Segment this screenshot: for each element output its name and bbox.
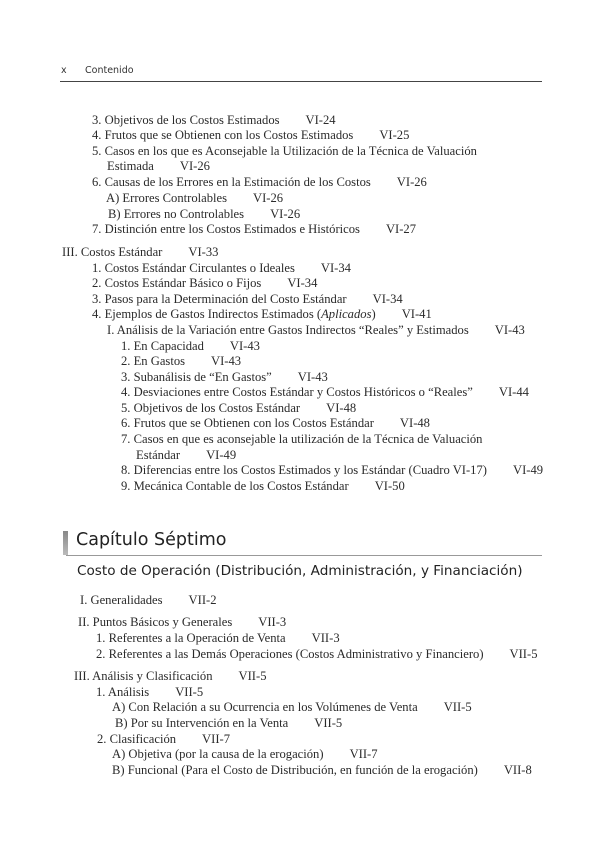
- entry-label: Estándar: [136, 448, 181, 462]
- entry-label: 5. Objetivos de los Costos Estándar: [121, 401, 301, 415]
- entry-label: 1. Costos Estándar Circulantes o Ideales: [92, 261, 295, 275]
- toc-entry[interactable]: [121, 416, 430, 431]
- entry-label: 6. Causas de los Errores en la Estimación de los Costos: [92, 175, 371, 189]
- entry-label: B) Por su Intervención en la Venta: [115, 716, 289, 730]
- header-rule: [60, 81, 542, 82]
- toc-entry[interactable]: [121, 479, 405, 494]
- entry-label: 3. Pasos para la Determinación del Costo Estándar: [92, 292, 347, 306]
- entry-label: 9. Mecánica Contable de los Costos Estándar: [121, 479, 349, 493]
- chapter-marker-bar: [63, 531, 68, 555]
- entry-label: III. Análisis y Clasificación: [74, 669, 213, 683]
- toc-entry[interactable]: [121, 401, 356, 416]
- entry-page: VI-48: [399, 416, 430, 430]
- header-page-number: x: [61, 65, 67, 76]
- toc-entry[interactable]: [112, 700, 472, 715]
- toc-entry[interactable]: [121, 432, 482, 447]
- toc-entry-continuation[interactable]: [107, 159, 210, 174]
- toc-entry[interactable]: [92, 222, 416, 237]
- entry-label: 1. Análisis: [96, 685, 150, 699]
- entry-page: VI-43: [229, 339, 260, 353]
- entry-page: VI-26: [270, 207, 301, 221]
- entry-label: 1. En Capacidad: [121, 339, 204, 353]
- entry-page: VI-34: [287, 276, 318, 290]
- entry-label: III. Costos Estándar: [62, 245, 163, 259]
- entry-page: VI-49: [512, 463, 544, 477]
- entry-label: 2. Clasificación: [97, 732, 177, 746]
- entry-page: VII-3: [311, 631, 340, 645]
- entry-page: VII-3: [258, 615, 287, 629]
- entry-label: 2. Referentes a las Demás Operaciones (Costos Administrativo y Financiero): [96, 647, 484, 661]
- entry-label: 4. Ejemplos de Gastos Indirectos Estimados (: [92, 307, 322, 321]
- entry-page: VI-26: [253, 191, 284, 205]
- toc-entry[interactable]: [92, 128, 409, 143]
- chapter-title: Capítulo Séptimo: [76, 530, 227, 550]
- entry-label: A) Objetiva (por la causa de la erogación): [112, 747, 324, 761]
- entry-page: VII-7: [202, 732, 231, 746]
- chapter-rule: [66, 555, 542, 556]
- entry-label-italic: Aplicados: [321, 307, 372, 321]
- entry-label: A) Con Relación a su Ocurrencia en los Volúmenes de Venta: [112, 700, 418, 714]
- header-section-title: Contenido: [85, 65, 134, 76]
- entry-page: VI-26: [396, 175, 427, 189]
- entry-label: 4. Desviaciones entre Costos Estándar y Costos Históricos o “Reales”: [121, 385, 473, 399]
- toc-entry[interactable]: [107, 323, 525, 338]
- entry-page: VI-44: [498, 385, 529, 399]
- entry-page: VI-43: [211, 354, 242, 368]
- entry-label: I. Análisis de la Variación entre Gastos Indirectos “Reales” y Estimados: [107, 323, 469, 337]
- toc-entry[interactable]: [112, 763, 532, 778]
- entry-page: VII-5: [443, 700, 472, 714]
- entry-label: 3. Objetivos de los Costos Estimados: [92, 113, 280, 127]
- entry-label: 8. Diferencias entre los Costos Estimados y los Estándar (Cuadro VI-17): [121, 463, 487, 477]
- toc-entry[interactable]: [97, 732, 230, 747]
- entry-label: A) Errores Controlables: [106, 191, 228, 205]
- toc-entry[interactable]: [121, 463, 543, 478]
- toc-entry[interactable]: [121, 370, 328, 385]
- entry-label: B) Funcional (Para el Costo de Distribución, en función de la erogación): [112, 763, 478, 777]
- entry-page: VI-25: [379, 128, 410, 142]
- entry-page: VII-5: [238, 669, 267, 683]
- toc-entry[interactable]: [80, 593, 217, 608]
- toc-entry[interactable]: [112, 747, 378, 762]
- toc-entry[interactable]: [92, 175, 427, 190]
- entry-label: B) Errores no Controlables: [108, 207, 245, 221]
- toc-entry[interactable]: [121, 339, 260, 354]
- entry-page: VI-26: [179, 159, 210, 173]
- chapter-subtitle: Costo de Operación (Distribución, Administración, y Financiación): [77, 563, 523, 579]
- entry-page: VII-5: [175, 685, 204, 699]
- toc-entry[interactable]: [92, 261, 351, 276]
- entry-label: 7. Casos en que es aconsejable la utilización de la Técnica de Valuación: [121, 432, 483, 446]
- entry-label: II. Puntos Básicos y Generales: [78, 615, 233, 629]
- entry-page: VI-43: [297, 370, 328, 384]
- entry-label: Estimada: [107, 159, 154, 173]
- entry-page: VI-34: [320, 261, 351, 275]
- toc-entry[interactable]: [78, 615, 286, 630]
- entry-label: 2. En Gastos: [121, 354, 186, 368]
- entry-page: VI-33: [188, 245, 219, 259]
- entry-label: 2. Costos Estándar Básico o Fijos: [92, 276, 262, 290]
- entry-page: VI-34: [372, 292, 403, 306]
- entry-page: VI-48: [326, 401, 357, 415]
- toc-entry[interactable]: [96, 685, 203, 700]
- toc-entry[interactable]: [115, 716, 342, 731]
- entry-page: VII-2: [188, 593, 217, 607]
- toc-entry[interactable]: [96, 631, 340, 646]
- toc-entry-continuation[interactable]: [136, 448, 236, 463]
- entry-page: VII-7: [349, 747, 378, 761]
- entry-label: 4. Frutos que se Obtienen con los Costos Estimados: [92, 128, 354, 142]
- toc-entry[interactable]: [108, 207, 300, 222]
- toc-entry[interactable]: [74, 669, 267, 684]
- toc-entry[interactable]: [92, 113, 336, 128]
- entry-page: VI-49: [206, 448, 237, 462]
- entry-label: 1. Referentes a la Operación de Venta: [96, 631, 286, 645]
- toc-entry[interactable]: [121, 354, 241, 369]
- toc-entry[interactable]: [92, 292, 403, 307]
- toc-entry[interactable]: [106, 191, 283, 206]
- entry-page: VI-27: [385, 222, 417, 236]
- toc-entry[interactable]: [92, 276, 317, 291]
- entry-page: VI-50: [374, 479, 405, 493]
- entry-page: VI-41: [401, 307, 432, 321]
- entry-label: I. Generalidades: [80, 593, 163, 607]
- entry-page: VI-24: [305, 113, 336, 127]
- entry-page: VII-5: [509, 647, 538, 661]
- entry-label: 6. Frutos que se Obtienen con los Costos Estándar: [121, 416, 374, 430]
- entry-page: VII-5: [314, 716, 343, 730]
- toc-entry[interactable]: [96, 647, 538, 662]
- toc-entry[interactable]: [121, 385, 529, 400]
- entry-page: VI-43: [494, 323, 525, 337]
- entry-label: 3. Subanálisis de “En Gastos”: [121, 370, 272, 384]
- entry-label-end: ): [371, 307, 376, 321]
- toc-entry[interactable]: [62, 245, 218, 260]
- toc-entry[interactable]: [92, 144, 477, 159]
- entry-label: 5. Casos en los que es Aconsejable la Utilización de la Técnica de Valuación: [92, 144, 477, 158]
- entry-label: 7. Distinción entre los Costos Estimados e Históricos: [92, 222, 360, 236]
- entry-page: VII-8: [503, 763, 532, 777]
- toc-entry[interactable]: [92, 307, 432, 322]
